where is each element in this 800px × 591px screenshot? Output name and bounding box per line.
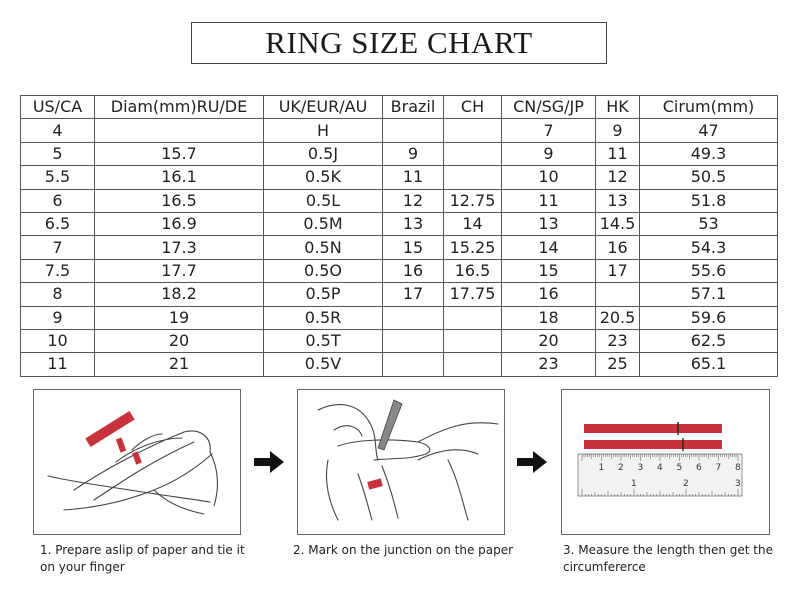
- table-cell: 20.5: [596, 306, 640, 329]
- table-cell: 9: [383, 142, 444, 165]
- hand-with-paper-illustration: [34, 390, 240, 534]
- table-row: [21, 189, 778, 212]
- ruler: [578, 454, 742, 496]
- table-cell: 18: [502, 306, 596, 329]
- table-row: [21, 283, 778, 306]
- step-2-panel: [297, 389, 505, 535]
- table-cell: 50.5: [640, 166, 778, 189]
- table-cell: 13: [383, 212, 444, 235]
- table-cell: 17: [596, 259, 640, 282]
- table-cell: 16.5: [444, 259, 502, 282]
- table-body: [21, 119, 778, 376]
- table-row: [21, 142, 778, 165]
- table-cell: 17.75: [444, 283, 502, 306]
- measure-illustration: [562, 390, 769, 534]
- table-cell: 16.1: [95, 166, 264, 189]
- ruler-cm-label: 2: [618, 463, 624, 473]
- table-cell: 9: [596, 119, 640, 142]
- table-row: [21, 212, 778, 235]
- table-cell: 4: [21, 119, 95, 142]
- paper-strip: [85, 411, 134, 447]
- table-cell: 59.6: [640, 306, 778, 329]
- table-cell: 16: [502, 283, 596, 306]
- table-cell: 13: [502, 212, 596, 235]
- table-cell: 14.5: [596, 212, 640, 235]
- step-1-caption: 1. Prepare aslip of paper and tie it on your finger: [40, 543, 245, 574]
- step-3-caption: 3. Measure the length then get the circumfererce: [563, 543, 773, 574]
- page-title: RING SIZE CHART: [265, 25, 533, 60]
- arrow-right-icon: [254, 451, 284, 473]
- table-cell: H: [264, 119, 383, 142]
- table-cell: 6: [21, 189, 95, 212]
- table-row: [21, 166, 778, 189]
- table-cell: 0.5N: [264, 236, 383, 259]
- table-cell: 11: [21, 353, 95, 376]
- ruler-cm-label: 1: [598, 463, 605, 473]
- column-header: CN/SG/JP: [502, 96, 596, 119]
- table-row: [21, 236, 778, 259]
- table-cell: 7: [21, 236, 95, 259]
- table-cell: 11: [502, 189, 596, 212]
- ring-size-table: [20, 95, 778, 377]
- table-cell: 16.9: [95, 212, 264, 235]
- table-cell: 55.6: [640, 259, 778, 282]
- ruler-cm-label: 7: [715, 463, 722, 473]
- table-cell: 17: [383, 283, 444, 306]
- ruler-inch-label: 3: [735, 479, 741, 489]
- title-box: [191, 22, 607, 64]
- ruler-inch-label: 1: [631, 479, 637, 489]
- table-cell: [444, 306, 502, 329]
- pen-icon: [378, 400, 402, 450]
- table-cell: 18.2: [95, 283, 264, 306]
- column-header: HK: [596, 96, 640, 119]
- table-cell: 6.5: [21, 212, 95, 235]
- table-cell: 65.1: [640, 353, 778, 376]
- table-cell: [444, 119, 502, 142]
- table-cell: 10: [21, 329, 95, 352]
- mark-paper-illustration: [298, 390, 504, 534]
- table-cell: 0.5K: [264, 166, 383, 189]
- table-cell: 14: [502, 236, 596, 259]
- table-cell: 51.8: [640, 189, 778, 212]
- table-row: [21, 306, 778, 329]
- table-cell: 15.25: [444, 236, 502, 259]
- table-cell: 15.7: [95, 142, 264, 165]
- table-cell: 53: [640, 212, 778, 235]
- table-cell: 9: [21, 306, 95, 329]
- table-cell: [444, 329, 502, 352]
- ruler-cm-label: 4: [657, 463, 663, 473]
- table-cell: 20: [502, 329, 596, 352]
- step-3-panel: [561, 389, 770, 535]
- table-cell: 57.1: [640, 283, 778, 306]
- table-cell: 25: [596, 353, 640, 376]
- table-row: [21, 119, 778, 142]
- table-cell: 16: [596, 236, 640, 259]
- arrow-right-icon: [517, 451, 547, 473]
- column-header: Cirum(mm): [640, 96, 778, 119]
- table-cell: 8: [21, 283, 95, 306]
- table-cell: 15: [502, 259, 596, 282]
- table-cell: 10: [502, 166, 596, 189]
- table-cell: 0.5J: [264, 142, 383, 165]
- table-row: [21, 259, 778, 282]
- table-cell: 19: [95, 306, 264, 329]
- table-cell: [596, 283, 640, 306]
- table-cell: [444, 142, 502, 165]
- table-row: [21, 353, 778, 376]
- table-cell: 0.5O: [264, 259, 383, 282]
- table-cell: 62.5: [640, 329, 778, 352]
- paper-strip: [584, 424, 722, 433]
- table-cell: 54.3: [640, 236, 778, 259]
- ruler-cm-label: 3: [637, 463, 644, 473]
- table-cell: 12.75: [444, 189, 502, 212]
- column-header: US/CA: [21, 96, 95, 119]
- column-header: UK/EUR/AU: [264, 96, 383, 119]
- table-cell: 16: [383, 259, 444, 282]
- ruler-cm-label: 6: [696, 463, 702, 473]
- table-cell: 5: [21, 142, 95, 165]
- table-cell: 5.5: [21, 166, 95, 189]
- table-cell: 23: [596, 329, 640, 352]
- table-cell: 21: [95, 353, 264, 376]
- column-header: CH: [444, 96, 502, 119]
- table-cell: 47: [640, 119, 778, 142]
- table-cell: 49.3: [640, 142, 778, 165]
- table-cell: 9: [502, 142, 596, 165]
- table-cell: 20: [95, 329, 264, 352]
- table-cell: 12: [596, 166, 640, 189]
- table-cell: [444, 166, 502, 189]
- table-cell: [95, 119, 264, 142]
- table-cell: 7.5: [21, 259, 95, 282]
- table-cell: 17.3: [95, 236, 264, 259]
- table-cell: 0.5P: [264, 283, 383, 306]
- table-cell: 0.5V: [264, 353, 383, 376]
- table-cell: 13: [596, 189, 640, 212]
- table-cell: 0.5M: [264, 212, 383, 235]
- table-cell: [383, 119, 444, 142]
- ruler-cm-label: 8: [735, 463, 741, 473]
- table-header-row: [21, 96, 778, 119]
- table-cell: 0.5R: [264, 306, 383, 329]
- table-cell: 11: [383, 166, 444, 189]
- table-cell: [383, 353, 444, 376]
- table-cell: 0.5L: [264, 189, 383, 212]
- table-cell: 0.5T: [264, 329, 383, 352]
- table-cell: 17.7: [95, 259, 264, 282]
- step-1-panel: [33, 389, 241, 535]
- paper-strip: [584, 440, 722, 449]
- table-cell: 12: [383, 189, 444, 212]
- table-cell: [444, 353, 502, 376]
- table-row: [21, 329, 778, 352]
- table-cell: 7: [502, 119, 596, 142]
- table-cell: [383, 329, 444, 352]
- table-cell: 15: [383, 236, 444, 259]
- table-cell: 16.5: [95, 189, 264, 212]
- table-cell: 23: [502, 353, 596, 376]
- table-cell: 11: [596, 142, 640, 165]
- step-2-caption: 2. Mark on the junction on the paper: [293, 543, 514, 557]
- table-cell: 14: [444, 212, 502, 235]
- ruler-inch-label: 2: [683, 479, 689, 489]
- table-cell: [383, 306, 444, 329]
- column-header: Brazil: [383, 96, 444, 119]
- paper-strip: [367, 478, 383, 489]
- column-header: Diam(mm)RU/DE: [95, 96, 264, 119]
- ruler-cm-label: 5: [676, 463, 683, 473]
